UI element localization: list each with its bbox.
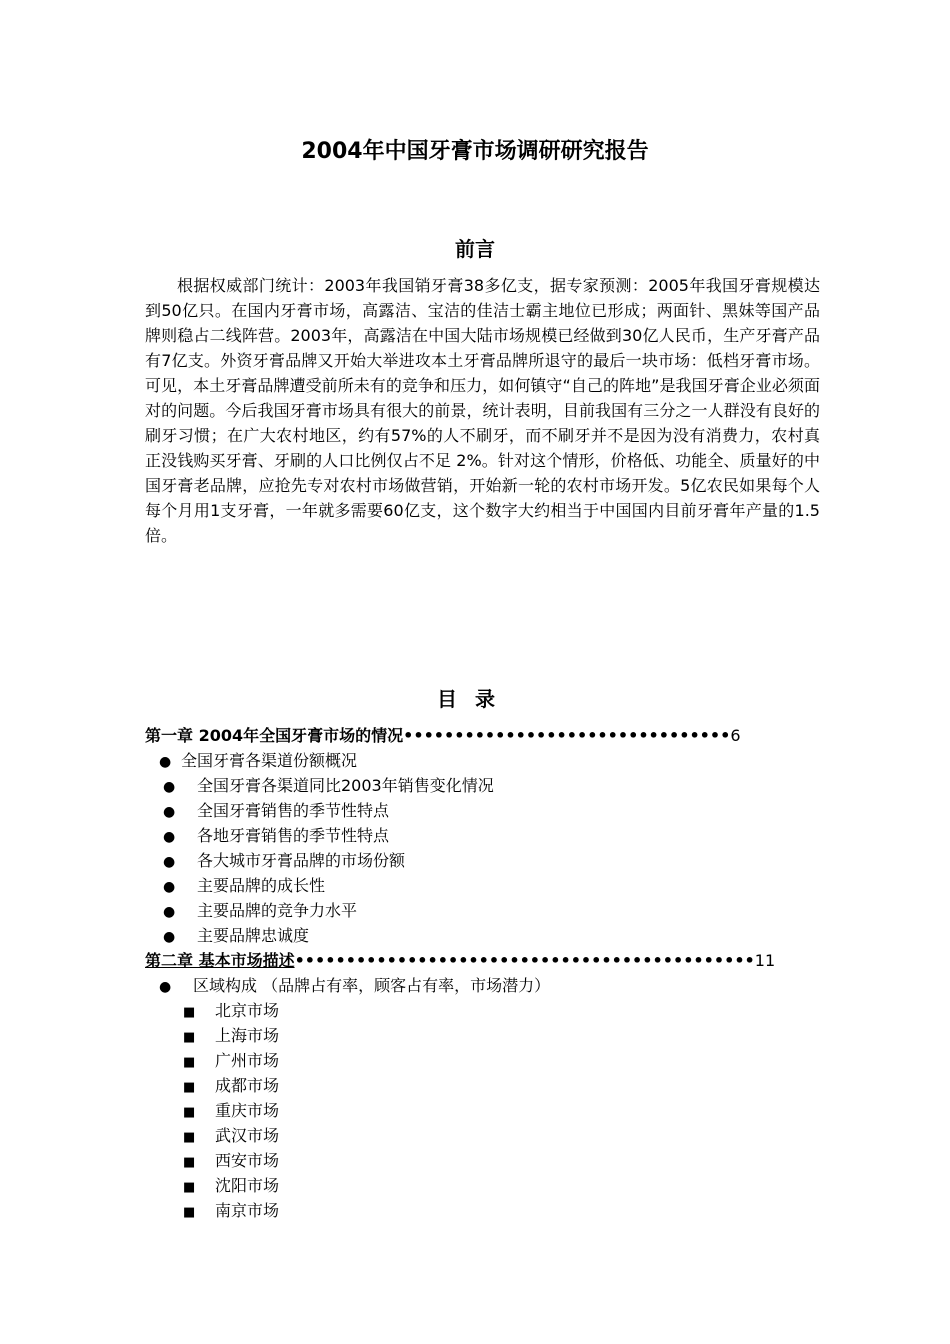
preface-heading: 前言: [455, 237, 495, 261]
toc-market-item[interactable]: [145, 1123, 825, 1148]
toc-market-item[interactable]: [145, 1148, 825, 1173]
circle-bullet-icon: ●: [163, 929, 176, 945]
toc-item-label: 全国牙膏各渠道同比2003年销售变化情况: [197, 776, 494, 795]
square-bullet-icon: ■: [183, 1080, 196, 1095]
square-bullet-icon: ■: [183, 1105, 196, 1120]
toc-item-label: 主要品牌忠诚度: [197, 926, 310, 945]
toc-market-label: 南京市场: [215, 1201, 280, 1220]
toc-item-label: 全国牙膏销售的季节性特点: [197, 801, 390, 820]
chapter-2-leader-dots: •••••••••••••••••••••••••••••••••••••••••••••: [294, 951, 755, 970]
circle-bullet-icon: ●: [163, 779, 176, 795]
toc-heading: 目录: [437, 687, 513, 711]
toc-item-label: 各地牙膏销售的季节性特点: [197, 826, 390, 845]
toc-market-item[interactable]: [145, 1173, 825, 1198]
toc-item[interactable]: [145, 923, 825, 948]
chapter-1-page-number: 6: [730, 726, 741, 745]
toc-item[interactable]: [145, 898, 825, 923]
toc-section-region[interactable]: [145, 973, 825, 998]
toc-item[interactable]: [145, 823, 825, 848]
circle-bullet-icon: ●: [163, 804, 176, 820]
square-bullet-icon: ■: [183, 1005, 196, 1020]
toc-market-label: 广州市场: [215, 1051, 280, 1070]
toc-market-label: 武汉市场: [215, 1126, 280, 1145]
chapter-1-leader-dots: ••••••••••••••••••••••••••••••••: [403, 726, 731, 745]
toc-item-label: 各大城市牙膏品牌的市场份额: [197, 851, 406, 870]
toc-market-item[interactable]: [145, 998, 825, 1023]
toc-item[interactable]: [145, 798, 825, 823]
toc-item[interactable]: [145, 848, 825, 873]
toc-market-item[interactable]: [145, 1048, 825, 1073]
toc-item-label: 全国牙膏各渠道份额概况: [181, 751, 358, 770]
toc-item-label: 主要品牌的成长性: [197, 876, 326, 895]
circle-bullet-icon: ●: [159, 754, 172, 770]
square-bullet-icon: ■: [183, 1155, 196, 1170]
toc-market-label: 沈阳市场: [215, 1176, 280, 1195]
toc-market-item[interactable]: [145, 1198, 825, 1223]
toc-market-item[interactable]: [145, 1073, 825, 1098]
toc-market-label: 成都市场: [215, 1076, 280, 1095]
toc-market-label: 北京市场: [215, 1001, 280, 1020]
preface-body: 根据权威部门统计：2003年我国销牙膏38多亿支，据专家预测：2005年我国牙膏规模达到50亿只。在国内牙膏市场，高露洁、宝洁的佳洁士霸主地位已形成；两面针、黑妹等国产品牌则稳占二线阵营。2003年，高露洁在中国大陆市场规模已经做到30亿人民币，生产牙膏产品有7亿支。外资牙膏品牌又开始大举进攻本土牙膏品牌所退守的最后一块市场：低档牙膏市场。可见，本土牙膏品牌遭受前所未有的竞争和压力，如何镇守“自己的阵地”是我国牙膏企业必须面对的问题。今后我国牙膏市场具有很大的前景，统计表明，目前我国有三分之一人群没有良好的刷牙习惯；在广大农村地区，约有57%的人不刷牙，而不刷牙并不是因为没有消费力，农村真正没钱购买牙膏、牙刷的人口比例仅占不足 2%。针对这个情形，价格低、功能全、质量好的中国牙膏老品牌，应抢先专对农村市场做营销，开始新一轮的农村市场开发。5亿农民如果每个人每个月用1支牙膏，一年就多需要60亿支，这个数字大约相当于中国国内目前牙膏年产量的1.5倍。: [145, 276, 820, 545]
square-bullet-icon: ■: [183, 1205, 196, 1220]
chapter-2-page-number: 11: [754, 951, 776, 970]
toc-section-label: 区域构成 （品牌占有率，顾客占有率，市场潜力）: [193, 976, 551, 995]
toc-chapter-1[interactable]: [145, 723, 825, 748]
toc-market-label: 上海市场: [215, 1026, 280, 1045]
toc-market-label: 西安市场: [215, 1151, 280, 1170]
circle-bullet-icon: ●: [163, 904, 176, 920]
chapter-2-title: 第二章 基本市场描述: [145, 951, 295, 970]
table-of-contents: [145, 723, 825, 1223]
square-bullet-icon: ■: [183, 1055, 196, 1070]
document-title: 2004年中国牙膏市场调研研究报告: [301, 139, 649, 164]
toc-market-item[interactable]: [145, 1023, 825, 1048]
circle-bullet-icon: ●: [163, 854, 176, 870]
circle-bullet-icon: ●: [163, 879, 176, 895]
toc-market-item[interactable]: [145, 1098, 825, 1123]
circle-bullet-icon: ●: [163, 829, 176, 845]
square-bullet-icon: ■: [183, 1180, 196, 1195]
toc-item[interactable]: [145, 748, 825, 773]
toc-item[interactable]: [145, 873, 825, 898]
toc-market-label: 重庆市场: [215, 1101, 280, 1120]
toc-item[interactable]: [145, 773, 825, 798]
square-bullet-icon: ■: [183, 1030, 196, 1045]
toc-chapter-2[interactable]: [145, 948, 825, 973]
circle-bullet-icon: ●: [159, 979, 172, 995]
chapter-1-title: 第一章 2004年全国牙膏市场的情况: [145, 726, 404, 745]
square-bullet-icon: ■: [183, 1130, 196, 1145]
toc-item-label: 主要品牌的竞争力水平: [197, 901, 358, 920]
